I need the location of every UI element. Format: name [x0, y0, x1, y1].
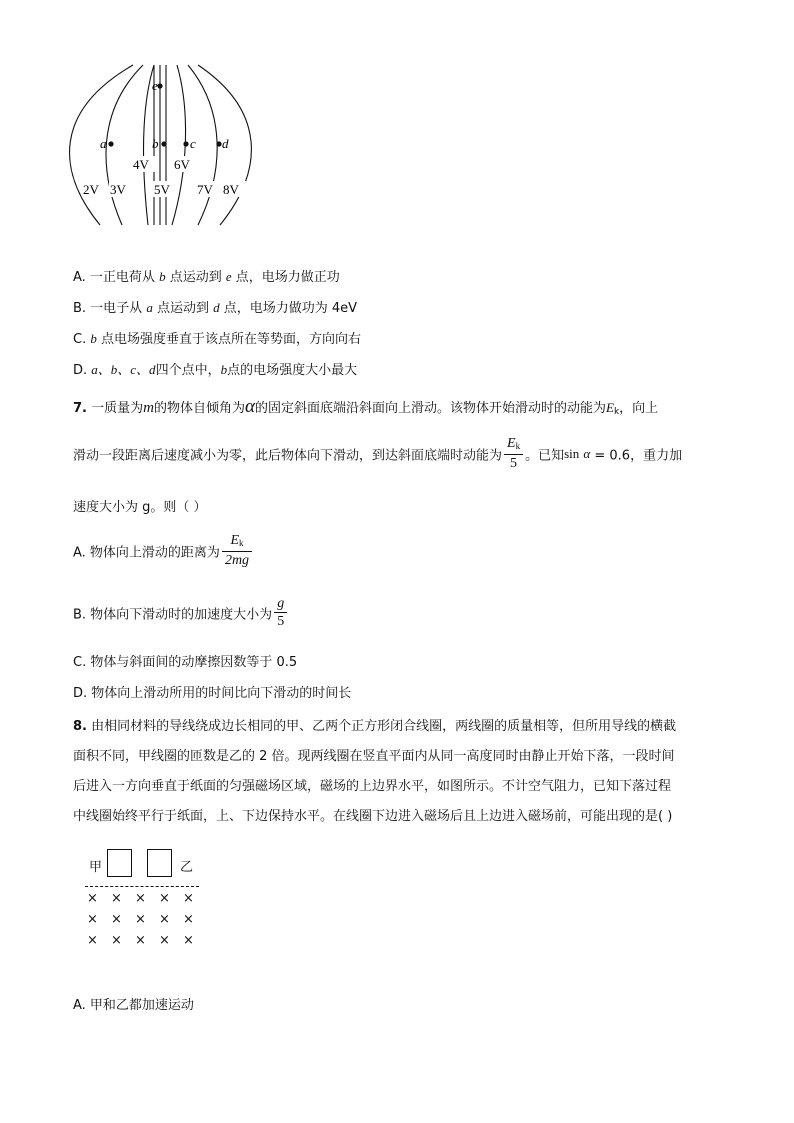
coil-yi-label: 乙: [180, 860, 194, 875]
field-cross: ×: [159, 891, 170, 906]
q8-option-a[interactable]: A. 甲和乙都加速运动: [73, 998, 194, 1013]
q7-option-b[interactable]: B. 物体向下滑动时的加速度大小为 $\frac{g}{5}$: [73, 596, 289, 630]
potential-7v: 7V: [197, 182, 213, 197]
field-cross: ×: [111, 912, 122, 927]
potential-2v: 2V: [83, 182, 99, 197]
field-cross: ×: [111, 891, 122, 906]
potential-6v: 6V: [174, 157, 190, 172]
q6-option-d[interactable]: D. a、b、c、d四个点中，b点的电场强度大小最大: [73, 362, 358, 378]
ek-over-2mg-fraction: $\frac{E_k}{2mg}$: [222, 533, 252, 569]
q8-line-1: 8. 由相同材料的导线绕成边长相同的甲、乙两个正方形闭合线圈，两线圈的质量相等，但所用导线的横截: [73, 719, 677, 734]
q8-line-3: 后进入一方向垂直于纸面的匀强磁场区域，磁场的上边界水平，如图所示。不计空气阻力，已知下落过程: [73, 779, 672, 794]
field-cross: ×: [183, 891, 194, 906]
coil-jia: [107, 849, 132, 877]
q7-option-d[interactable]: D. 物体向上滑动所用的时间比向下滑动的时间长: [73, 686, 352, 701]
field-cross: ×: [183, 933, 194, 948]
field-cross: ×: [87, 891, 98, 906]
q8-line-4: 中线圈始终平行于纸面，上、下边保持水平。在线圈下边进入磁场后且上边进入磁场前，可能出现的是( ): [73, 809, 673, 824]
point-a-label: a: [100, 136, 107, 151]
equipotential-figure: [60, 55, 260, 230]
field-cross: ×: [111, 933, 122, 948]
coil-jia-label: 甲: [89, 860, 103, 875]
point-e-label: e: [152, 78, 158, 93]
field-cross: ×: [135, 933, 146, 948]
coil-yi: [147, 849, 172, 877]
point-d-label: d: [222, 136, 229, 151]
potential-8v: 8V: [223, 182, 239, 197]
q7-option-c[interactable]: C. 物体与斜面间的动摩擦因数等于 0.5: [73, 655, 298, 670]
q8-line-2: 面积不同，甲线圈的匝数是乙的 2 倍。现两线圈在竖直平面内从同一高度同时由静止开始下落，一段时间: [73, 749, 675, 764]
field-cross: ×: [183, 912, 194, 927]
q7-line-1: 7. 一质量为m的物体自倾角为α的固定斜面底端沿斜面向上滑动。该物体开始滑动时的动能为$E_k$，向上: [73, 396, 659, 417]
q7-line-3: 速度大小为 g。则（ ）: [73, 500, 207, 515]
field-cross: ×: [159, 933, 170, 948]
potential-4v: 4V: [133, 157, 149, 172]
q6-option-a[interactable]: A. 一正电荷从 b 点运动到 e 点，电场力做正功: [73, 269, 340, 285]
field-cross: ×: [87, 933, 98, 948]
q6-option-c[interactable]: C. b 点电场强度垂直于该点所在等势面，方向向右: [73, 331, 361, 347]
point-c-label: c: [190, 136, 196, 151]
q6-option-b[interactable]: B. 一电子从 a 点运动到 d 点，电场力做功为 4eV: [73, 300, 358, 316]
field-boundary: [85, 886, 199, 887]
g-over-5-fraction: $\frac{g}{5}$: [274, 596, 287, 630]
ek-over-5-fraction: $\frac{E_k}{5}$: [504, 436, 523, 472]
q7-line-2: 滑动一段距离后速度减小为零，此后物体向下滑动，到达斜面底端时动能为 $\frac{E_k}{5}$ 。已知sin α = 0.6，重力加: [73, 436, 683, 471]
field-cross: ×: [87, 912, 98, 927]
point-b-label: b: [152, 136, 159, 151]
potential-5v: 5V: [154, 182, 170, 197]
field-cross: ×: [159, 912, 170, 927]
field-cross: ×: [135, 891, 146, 906]
field-cross: ×: [135, 912, 146, 927]
q7-option-a[interactable]: A. 物体向上滑动的距离为 $\frac{E_k}{2mg}$: [73, 533, 254, 569]
potential-3v: 3V: [110, 182, 126, 197]
